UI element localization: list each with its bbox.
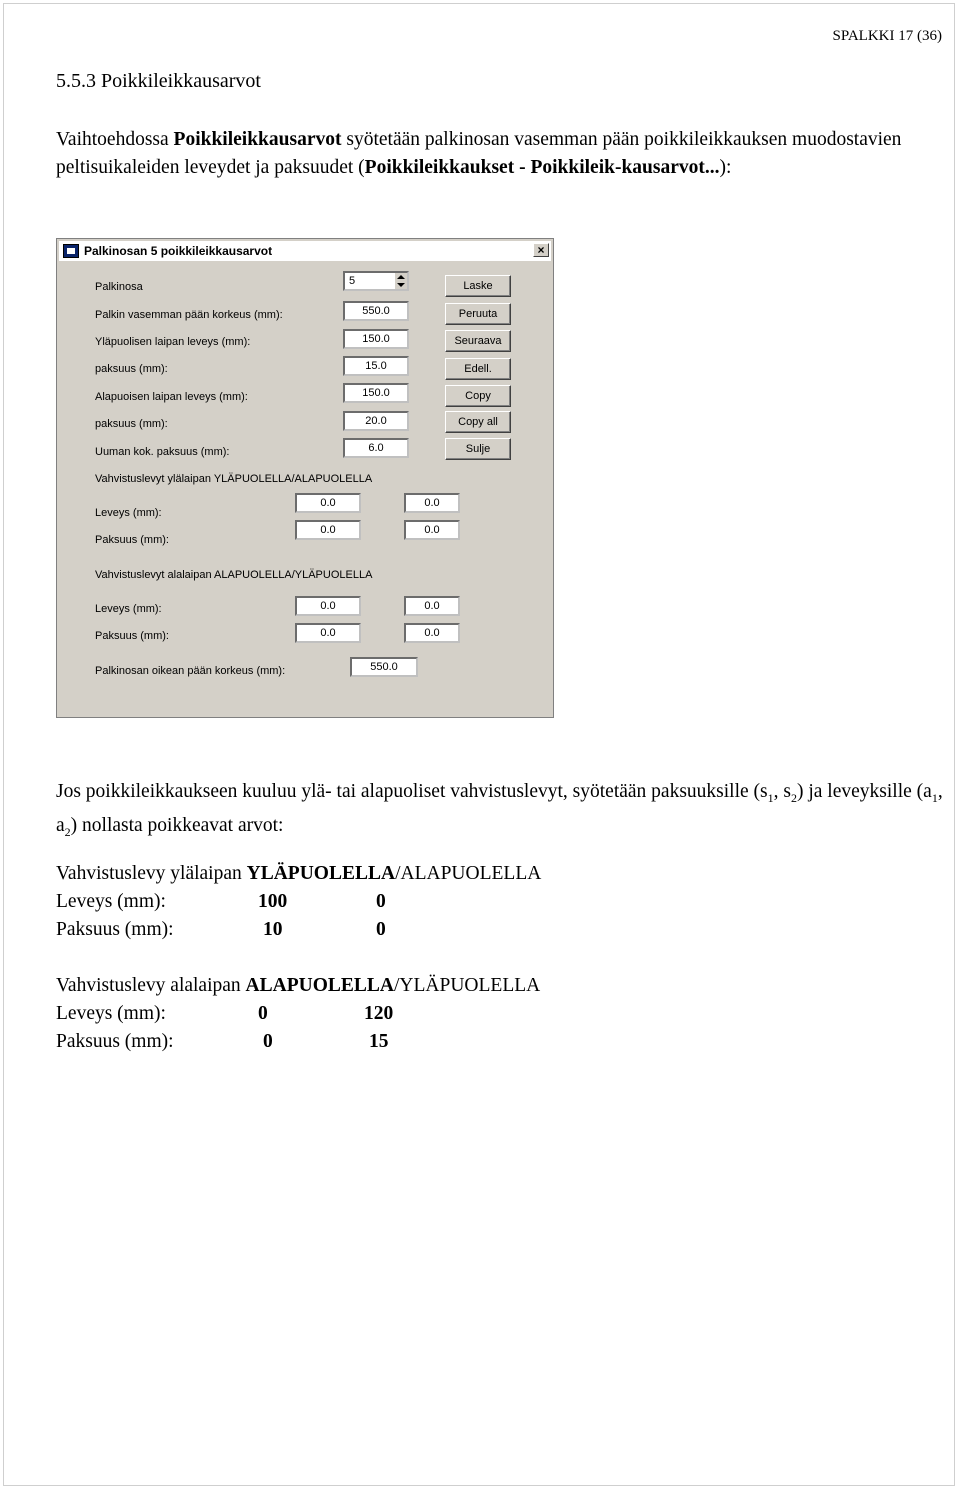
example-top-thickness-label: Paksuus (mm): (56, 919, 174, 940)
section-title: 5.5.3 Poikkileikkausarvot (56, 70, 261, 92)
example-top-width-label: Leveys (mm): (56, 891, 166, 912)
para-sub-3: 1 (931, 790, 938, 805)
para-sub-2: 2 (790, 790, 797, 805)
left-height-input[interactable]: 550.0 (343, 301, 409, 321)
top-flange-thickness-input[interactable]: 15.0 (343, 356, 409, 376)
example-bottom-thickness-1: 0 (263, 1031, 273, 1052)
example-bottom-thickness-label: Paksuus (mm): (56, 1031, 174, 1052)
palkinosa-spinner[interactable] (343, 271, 409, 291)
example-bottom-thickness-row (56, 1028, 540, 1056)
example-bottom-width-2: 120 (364, 1003, 394, 1024)
example-top-title (56, 860, 541, 888)
top-plate-thickness-2-input[interactable]: 0.0 (404, 520, 460, 540)
cross-section-dialog (56, 238, 554, 718)
example-bottom-title-plain: Vahvistuslevy alalaipan (56, 975, 246, 996)
group-bottom-title: Vahvistuslevyt alalaipan ALAPUOLELLA/YLÄPUOLELLA (95, 569, 373, 581)
label-group-bottom-width: Leveys (mm): (95, 603, 162, 615)
label-group-top-width: Leveys (mm): (95, 507, 162, 519)
top-plate-thickness-1-input[interactable]: 0.0 (295, 520, 361, 540)
spinner-arrows[interactable] (395, 273, 407, 289)
intro-text-3: ): (719, 157, 732, 178)
example-bottom-width-row (56, 1000, 540, 1028)
dialog-titlebar[interactable] (59, 241, 551, 262)
para-sub-4: 2 (64, 824, 71, 839)
top-plate-width-1-input[interactable]: 0.0 (295, 493, 361, 513)
example-top-thickness-2: 0 (376, 919, 386, 940)
app-icon (63, 244, 79, 258)
web-thickness-input[interactable]: 6.0 (343, 438, 409, 458)
example-top-plates (56, 860, 541, 944)
edell-button[interactable]: Edell. (445, 358, 511, 380)
label-top-flange-width: Yläpuolisen laipan leveys (mm): (95, 336, 251, 348)
example-top-thickness-1: 10 (263, 919, 283, 940)
copy-all-button[interactable]: Copy all (445, 411, 511, 433)
example-top-width-2: 0 (376, 891, 386, 912)
label-top-flange-thickness: paksuus (mm): (95, 363, 168, 375)
example-top-width-1: 100 (258, 891, 288, 912)
para-sub-1: 1 (767, 790, 774, 805)
label-group-top-thickness: Paksuus (mm): (95, 534, 169, 546)
para-text-e: ) nollasta poikkeavat arvot: (70, 814, 284, 836)
palkinosa-value: 5 (349, 275, 356, 287)
spinner-down-icon[interactable] (397, 283, 405, 287)
para-text-a: Jos poikkileikkaukseen kuuluu ylä- tai alapuoliset vahvistuslevyt, syötetään paksuuksille (s (56, 781, 768, 802)
close-button[interactable]: × (533, 243, 549, 257)
bottom-plate-width-1-input[interactable]: 0.0 (295, 596, 361, 616)
bottom-plate-width-2-input[interactable]: 0.0 (404, 596, 460, 616)
intro-bold-1: Poikkileikkausarvot (173, 129, 342, 150)
example-bottom-thickness-2: 15 (369, 1031, 389, 1052)
intro-text-2: syötetään palkinosan vasemman pään poikkileikkauksen muodostavien peltisuikaleiden leveydet ja paksuudet ( (56, 129, 902, 178)
copy-button[interactable]: Copy (445, 385, 511, 407)
page-header: SPALKKI 17 (36) (832, 28, 942, 44)
sulje-button[interactable]: Sulje (445, 438, 511, 460)
example-bottom-width-1: 0 (258, 1003, 268, 1024)
group-top-title: Vahvistuslevyt ylälaipan YLÄPUOLELLA/ALAPUOLELLA (95, 473, 373, 485)
top-plate-width-2-input[interactable]: 0.0 (404, 493, 460, 513)
example-top-title-rest: /ALAPUOLELLA (395, 863, 542, 884)
example-bottom-title (56, 972, 540, 1000)
seuraava-button[interactable]: Seuraava (445, 330, 511, 352)
intro-bold-2: Poikkileikkaukset - Poikkileik-kausarvot... (364, 157, 720, 178)
example-bottom-plates (56, 972, 540, 1056)
intro-paragraph (56, 126, 946, 182)
label-right-height: Palkinosan oikean pään korkeus (mm): (95, 665, 286, 677)
para-text-c: ) ja leveyksille (a (796, 781, 932, 802)
right-height-input[interactable]: 550.0 (350, 657, 418, 677)
bottom-plate-thickness-2-input[interactable]: 0.0 (404, 623, 460, 643)
label-left-height: Palkin vasemman pään korkeus (mm): (95, 309, 283, 321)
label-bottom-flange-width: Alapuoisen laipan leveys (mm): (95, 391, 248, 403)
label-group-bottom-thickness: Paksuus (mm): (95, 630, 169, 642)
label-web-thickness: Uuman kok. paksuus (mm): (95, 446, 230, 458)
intro-text-1: Vaihtoehdossa (56, 129, 174, 150)
bottom-flange-width-input[interactable]: 150.0 (343, 383, 409, 403)
explanation-paragraph (56, 778, 946, 846)
laske-button[interactable]: Laske (445, 275, 511, 297)
para-text-b: , s (773, 781, 791, 802)
para-text-d: , a (56, 781, 943, 836)
example-bottom-width-label: Leveys (mm): (56, 1003, 166, 1024)
label-palkinosa: Palkinosa (95, 281, 143, 293)
label-bottom-flange-thickness: paksuus (mm): (95, 418, 168, 430)
example-top-thickness-row (56, 916, 541, 944)
peruuta-button[interactable]: Peruuta (445, 303, 511, 325)
spinner-up-icon[interactable] (397, 275, 405, 279)
top-flange-width-input[interactable]: 150.0 (343, 329, 409, 349)
example-bottom-title-bold: ALAPUOLELLA (245, 975, 394, 996)
example-top-title-bold: YLÄPUOLELLA (246, 863, 396, 884)
bottom-plate-thickness-1-input[interactable]: 0.0 (295, 623, 361, 643)
example-top-width-row (56, 888, 541, 916)
example-bottom-title-rest: /YLÄPUOLELLA (394, 975, 541, 996)
example-top-title-plain: Vahvistuslevy ylälaipan (56, 863, 247, 884)
bottom-flange-thickness-input[interactable]: 20.0 (343, 411, 409, 431)
page-frame (3, 3, 955, 1486)
dialog-title: Palkinosan 5 poikkileikkausarvot (84, 244, 273, 258)
